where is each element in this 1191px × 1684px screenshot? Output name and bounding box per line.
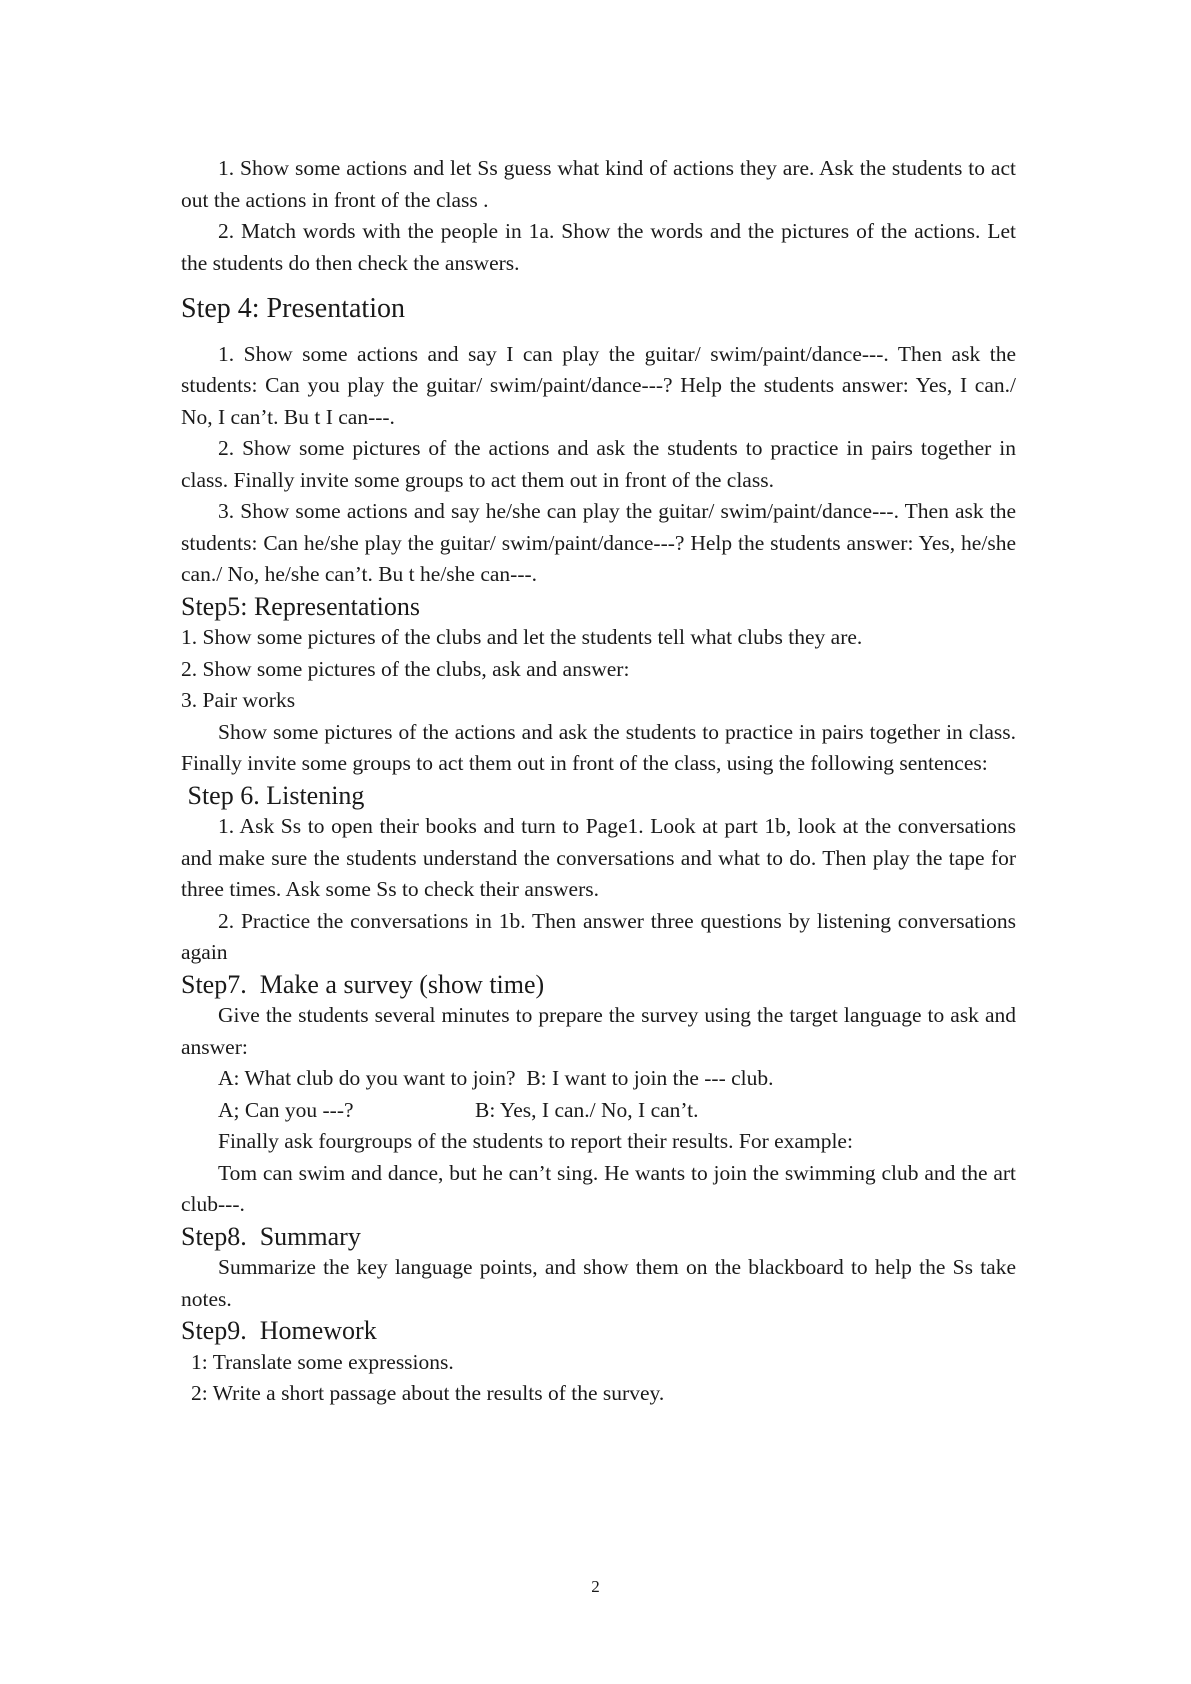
dialogue-answer: B: Yes, I can./ No, I can’t. <box>475 1097 699 1122</box>
step4-item-1: 1. Show some actions and say I can play the guitar/ swim/paint/dance---. Then ask the students: Can you play the guitar/ swim/paint/dance---? Help the students answer: Yes, I can./ No, I can’t. Bu t I can---. <box>181 341 1016 429</box>
step7-paragraph-1: Give the students several minutes to prepare the survey using the target language to ask and answer: <box>181 1003 1016 1059</box>
dialogue-question: A; Can you ---? <box>218 1097 354 1122</box>
step8-paragraph: Summarize the key language points, and show them on the blackboard to help the Ss take notes. <box>181 1255 1016 1311</box>
step6-item-1: 1. Ask Ss to open their books and turn to Page1. Look at part 1b, look at the conversations and make sure the students understand the conversations and what to do. Then play the tape for three times. Ask some Ss to check their answers. <box>181 814 1016 901</box>
step4-heading: Step 4: Presentation <box>181 293 405 324</box>
step5-item-2: 2. Show some pictures of the clubs, ask and answer: <box>181 656 630 681</box>
step7-dialogue-line-1: A: What club do you want to join? B: I want to join the --- club. <box>218 1066 774 1090</box>
step7-heading: Step7. Make a survey (show time) <box>181 969 545 999</box>
intro-item-2: 2. Match words with the people in 1a. Show the words and the pictures of the actions. Let the students do then check the answers. <box>181 219 1016 275</box>
step5-item-3: 3. Pair works <box>181 688 296 712</box>
step9-heading: Step9. Homework <box>181 1316 377 1345</box>
step9-item-1: 1: Translate some expressions. <box>191 1349 454 1374</box>
step6-item-2: 2. Practice the conversations in 1b. Then answer three questions by listening conversations again <box>181 908 1016 964</box>
step4-item-3: 3. Show some actions and say he/she can play the guitar/ swim/paint/dance---. Then ask the students: Can he/she play the guitar/ swim/paint/dance---? Help the students answer: Yes, he/she can./ No, he/she can’t. Bu t he/she can---. <box>181 499 1016 586</box>
page-content <box>181 153 1016 1410</box>
step7-dialogue-line-2 <box>181 1095 1016 1127</box>
step5-item-1: 1. Show some pictures of the clubs and let the students tell what clubs they are. <box>181 625 863 649</box>
page-number: 2 <box>591 1577 600 1596</box>
intro-item-1: 1. Show some actions and let Ss guess what kind of actions they are. Ask the students to act out the actions in front of the class . <box>181 156 1016 212</box>
step4-item-2: 2. Show some pictures of the actions and ask the students to practice in pairs together in class. Finally invite some groups to act them out in front of the class. <box>181 436 1016 492</box>
step5-heading: Step5: Representations <box>181 591 421 621</box>
step5-paragraph: Show some pictures of the actions and ask the students to practice in pairs together in class. Finally invite some groups to act them out in front of the class, using the following sentences: <box>181 719 1016 775</box>
step9-item-2: 2: Write a short passage about the results of the survey. <box>191 1381 665 1405</box>
step6-heading: Step 6. Listening <box>181 780 365 810</box>
step8-heading: Step8. Summary <box>181 1221 361 1251</box>
step7-paragraph-2: Finally ask fourgroups of the students to report their results. For example: <box>218 1129 853 1153</box>
step7-paragraph-3: Tom can swim and dance, but he can’t sing. He wants to join the swimming club and the art club---. <box>181 1160 1016 1216</box>
